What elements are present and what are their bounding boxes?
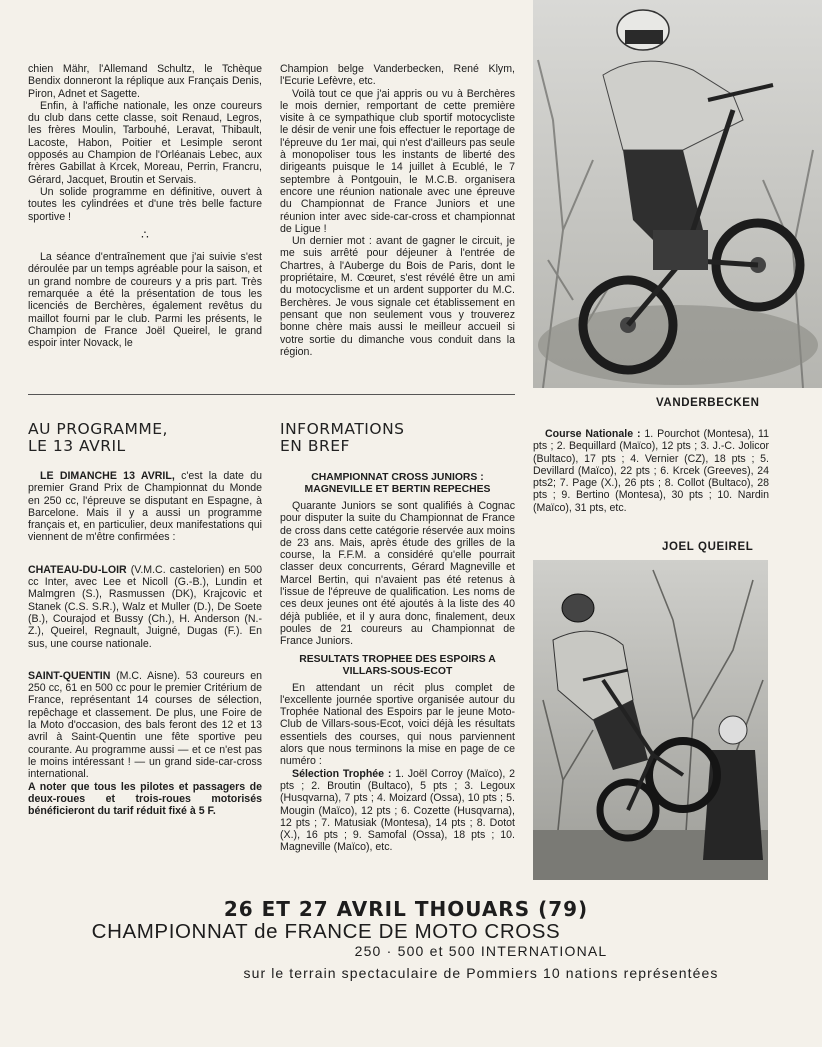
bold-lead: LE DIMANCHE 13 AVRIL, [40,470,175,482]
paragraph: Champion belge Vanderbecken, René Klym, l'Ecurie Lefèvre, etc. [280,63,515,88]
banner-note: sur le terrain spectaculaire de Pommiers 10 nations représentées [243,965,719,981]
banner-categories: 250 · 500 et 500 INTERNATIONAL [354,943,608,959]
programme-heading [28,421,168,455]
paragraph: chien Mähr, l'Allemand Schultz, le Tchèque Bendix donneront la réplique aux Français Denis, Piron, Adnet et Sagette. [28,63,262,100]
heading-line: EN BREF [280,437,350,455]
heading-line: INFORMATIONS [280,420,405,438]
paragraph: LE DIMANCHE 13 AVRIL, c'est la date du premier Grand Prix de Championnat du Monde en 250 cc, l'épreuve se disputant en Espagne, à Barcelone. Mais il y a aussi un programme français et, en particulier, deux manifestations qui viennent de m'être confirmées : [28,470,263,544]
bold-lead: Course Nationale : [545,428,641,440]
heading-line: LE 13 AVRIL [28,437,126,455]
heading-line: AU PROGRAMME, [28,420,168,438]
paragraph: Enfin, à l'affiche nationale, les onze coureurs du club dans cette classe, soit Renaud, Legros, les frères Moulin, Tarbouhé, Leravat, Thibault, Lacoste, Habon, Poitier et Lesimple seront opposés au Champion de l'Orléanais Lebec, aux frères Gabillat à Krcek, Moreau, Perrin, Francru, Gérard, Jacquet, Broutin et Servais. [28,99,262,186]
section-divider [28,394,515,395]
photo-vanderbecken [533,0,822,388]
photo-caption-vanderbecken: VANDERBECKEN [656,397,760,409]
top-column-1 [28,63,262,350]
programme-column [28,470,262,817]
paragraph: Un dernier mot : avant de gagner le circuit, je me suis arrêté pour déjeuner à l'entrée de Chartres, à l'Auberge du Bois de Paris, dont le propriétaire, M. Cœuret, s'est révélé être un ami du motocyclisme et un ardent supporter du M.C. Berchères. Je vous signale cet établissement en pensant que non seulement vous y trouverez bonne chère mais aussi le meilleur accueil si votre sortie du dimanche vous conduit dans la région. [280,235,515,358]
notice-paragraph: A noter que tous les pilotes et passagers de deux-roues et trois-roues motorisés bénéficieront du tarif réduit fixé à 5 F. [28,780,262,818]
paragraph: En attendant un récit plus complet de l'excellente journée sportive organisée autour du Trophée National des Espoirs par le jeune Moto-Club de Villars-sous-Ecot, voici déjà les résultats essentiels des courses, qui nous parviennent alors que nous terminons la mise en page de ce numéro : [280,681,515,768]
paragraph: Sélection Trophée : 1. Joël Corroy (Maïco), 2 pts ; 2. Broutin (Bultaco), 5 pts ; 3. Legoux (Husqvarna), 7 pts ; 4. Moizard (Ossa), 10 pts ; 5. Mougin (Maïco), 12 pts ; 6. Cozette (Husqvarna), 12 pts ; 7. Matusiak (Montesa), 14 pts ; 8. Dotot (X.), 16 pts ; 9. Samofal (Ossa), 18 pts ; 10. Magneville (Maïco), etc. [280,767,516,854]
section-separator: ∴ [141,227,149,242]
course-nationale-column [533,428,769,514]
bold-lead: SAINT-QUENTIN [28,669,111,682]
paragraph: Quarante Juniors se sont qualifiés à Cognac pour disputer la suite du Championnat de France de cross dans cette catégorie réservée aux moins de 23 ans. Mais, après étude des grilles de la course, la F.F.M. a considéré qu'elle pourrait classer deux concurrents, Gérard Magneville et Marcel Bertin, qui n'avaient pas été retenus à l'issue de l'épreuve de qualification. Les noms de ces deux jeunes ont été ajoutés à la liste des 40 déjà publiée, et il y aura donc, finalement, deux poules de 21 coureurs au Championnat de France Juniors. [280,500,515,648]
photo-caption-queirel: JOEL QUEIREL [662,541,754,553]
photo-joel-queirel [533,560,768,880]
banner-title: 26 ET 27 AVRIL THOUARS (79) [223,897,589,921]
paragraph: CHATEAU-DU-LOIR (V.M.C. castelorien) en 500 cc Inter, avec Lee et Nicoll (G.-B.), Lundin et Malmgren (S.), Rasmussen (DK), Krajcovic et Stanek (C.S. S.R.), Walz et Muller (D.), De Soete (B.), Courajod et Bussy (Ch.), H. Anderson (N.-Z.), Queirel, Regnault, Juigné, Dugas (F.). En sus, une course nationale. [28,563,262,650]
infos-heading [280,421,405,455]
bold-lead: Sélection Trophée : [292,767,392,780]
paragraph: Voilà tout ce que j'ai appris ou vu à Berchères le mois dernier, remportant de cette première visite à ce sympathique club sportif motocycliste le désir de venir une fois effectuer le reportage de l'épreuve du 1er mai, qui n'est d'ailleurs pas seule à monopoliser tous les instants de liberté des dirigeants puisque le 14 juillet à Ecublé, le 7 septembre à Pontgouin, le M.C.B. organisera encore une réunion nationale avec une épreuve du Championnat de France Juniors et une réunion inter avec side-car-cross et championnat de Ligue ! [280,87,515,235]
subheading: CHAMPIONNAT CROSS JUNIORS : MAGNEVILLE ET BERTIN REPECHES [304,472,491,495]
banner-subtitle: CHAMPIONNAT de FRANCE DE MOTO CROSS [91,920,561,943]
paragraph: La séance d'entraînement que j'ai suivie s'est déroulée par un temps agréable pour la saison, et un grand nombre de coureurs y a pris part. Très remarquée a été la présentation de tous les licenciés de Berchères, également revêtus du maillot fourni par le club. Parmi les présents, le Champion de France Joël Queirel, le grand espoir inter Novack, le [28,251,262,350]
bold-lead: CHATEAU-DU-LOIR [28,563,127,576]
top-column-2 [280,63,515,358]
paragraph: Course Nationale : 1. Pourchot (Montesa), 11 pts ; 2. Bequillard (Maïco), 12 pts ; 3. J.-C. Jolicor (Bultaco), 17 pts ; 4. Vernier (CZ), 18 pts ; 5. Devillard (Maïco), 22 pts ; 6. Krcek (Greeves), 24 pts2; 7. Page (X.), 26 pts ; 8. Collot (Bultaco), 28 pts ; 9. Bertino (Montesa), 30 pts ; 10. Nardin (Maïco), 31 pts, etc. [533,428,769,514]
event-banner [20,897,792,983]
paragraph: SAINT-QUENTIN (M.C. Aisne). 53 coureurs en 250 cc, 61 en 500 cc pour le premier Critérium de France, représentant 14 courses de sélection, repêchage et classement. De plus, une Foire de la Moto d'occasion, des bals feront des 12 et 13 avril à Saint-Quentin une fête sportive peu courante. Au programme aussi — et ce n'est pas le moins intéressant ! — un grand side-car-cross international. [28,669,262,781]
paragraph: Un solide programme en définitive, ouvert à toutes les cylindrées et d'une très belle facture sportive ! [28,185,262,223]
infos-column [280,466,515,854]
subheading: RESULTATS TROPHEE DES ESPOIRS A VILLARS-SOUS-ECOT [299,653,496,677]
